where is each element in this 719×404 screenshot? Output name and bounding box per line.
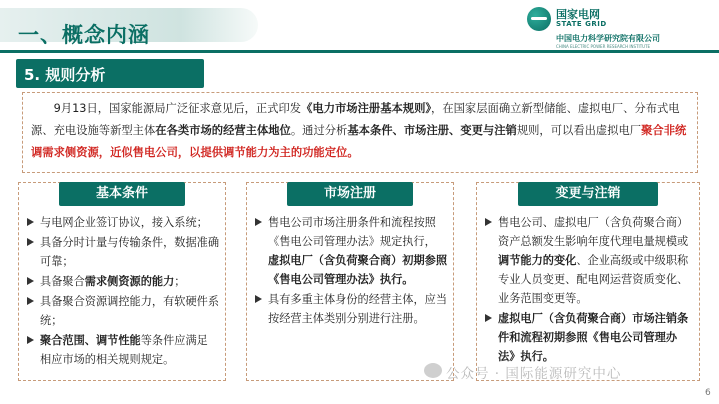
intro-text: 。通过分析 — [290, 124, 348, 137]
state-grid-logo-icon — [527, 7, 551, 31]
item-text: 售电公司、虚拟电厂（含负荷聚合商）资产总额发生影响年度代理电量规模或 — [498, 216, 689, 248]
intro-box — [22, 92, 698, 173]
item-emphasis: 需求侧资源的能力 — [84, 275, 175, 288]
item-text: 售电公司市场注册条件和流程按照《售电公司管理办法》规定执行， — [268, 216, 436, 248]
bullet-list — [255, 213, 447, 329]
page-number: 6 — [705, 388, 711, 398]
list-item — [27, 213, 219, 232]
organization-name-en: CHINA ELECTRIC POWER RESEARCH INSTITUTE — [556, 44, 651, 49]
item-text: 、企业高级或中级职称专业人员变更、配电网运营资质变化、业务范围变更等。 — [498, 254, 689, 305]
intro-text: 9月13日，国家能源局广泛征求意见后，正式印发 — [53, 102, 302, 115]
item-text: 具有多重主体身份的经营主体，应当按经营主体类别分别进行注册。 — [268, 293, 448, 325]
item-text: ； — [174, 275, 186, 288]
intro-conclusion: 聚合非统调需求侧资源，近似售电公司，以提供调节能力为主的功能定位。 — [31, 124, 687, 159]
list-item — [485, 309, 693, 366]
intro-rule-name: 《电力市场注册基本规则》 — [301, 102, 432, 115]
column-market-registration — [246, 182, 454, 381]
list-item — [27, 272, 219, 291]
page-title: 一、概念内涵 — [18, 23, 150, 47]
item-text: 具备聚合 — [40, 275, 85, 288]
section-heading — [16, 59, 204, 88]
item-emphasis: 虚拟电厂（含负荷聚合商）初期参照《售电公司管理办法》执行。 — [268, 254, 448, 286]
section-title: 5. 规则分析 — [24, 66, 106, 84]
list-item — [255, 213, 447, 289]
logo-text-cn: 国家电网 — [556, 8, 600, 21]
list-item — [255, 290, 447, 328]
column-heading: 变更与注销 — [518, 182, 658, 206]
header-divider — [0, 50, 719, 53]
list-item — [27, 292, 219, 330]
item-emphasis: 虚拟电厂（含负荷聚合商）市场注销条件和流程初期参照《售电公司管理办法》执行。 — [498, 312, 689, 363]
intro-emphasis: 基本条件、市场注册、变更与注销 — [347, 124, 517, 137]
column-heading: 基本条件 — [59, 182, 185, 206]
logo-text-en: STATE GRID — [556, 20, 607, 28]
item-emphasis: 聚合范围、调节性能 — [40, 334, 141, 347]
item-text: 具备聚合资源调控能力，有软硬件系统； — [40, 295, 220, 327]
intro-text: ，在国家层面确立新型储能、虚拟电厂、分布式电源、充电设施等新型主体 — [31, 102, 680, 137]
column-basic-conditions — [18, 182, 226, 381]
title-tab — [0, 8, 258, 47]
list-item — [485, 213, 693, 308]
slide-header — [0, 0, 719, 50]
wechat-icon — [424, 363, 442, 378]
column-change-and-cancellation — [476, 182, 700, 381]
intro-emphasis: 在各类市场的经营主体地位 — [155, 124, 291, 137]
item-text: 与电网企业签订协议，接入系统； — [40, 216, 208, 229]
bullet-list — [485, 213, 693, 367]
watermark: 公众号 · 国际能源研究中心 — [446, 366, 622, 382]
organization-name: 中国电力科学研究院有限公司 — [556, 34, 660, 43]
item-text: 具备分时计量与传输条件，数据准确可靠； — [40, 236, 220, 268]
list-item — [27, 331, 219, 369]
intro-text: 规则，可以看出虚拟电厂 — [516, 124, 642, 137]
list-item — [27, 233, 219, 271]
item-text: 等条件应满足相应市场的相关规则规定。 — [40, 334, 208, 366]
item-emphasis: 调节能力的变化 — [498, 254, 577, 267]
bullet-list — [27, 213, 219, 370]
intro-paragraph — [31, 98, 689, 164]
column-heading: 市场注册 — [287, 182, 413, 206]
